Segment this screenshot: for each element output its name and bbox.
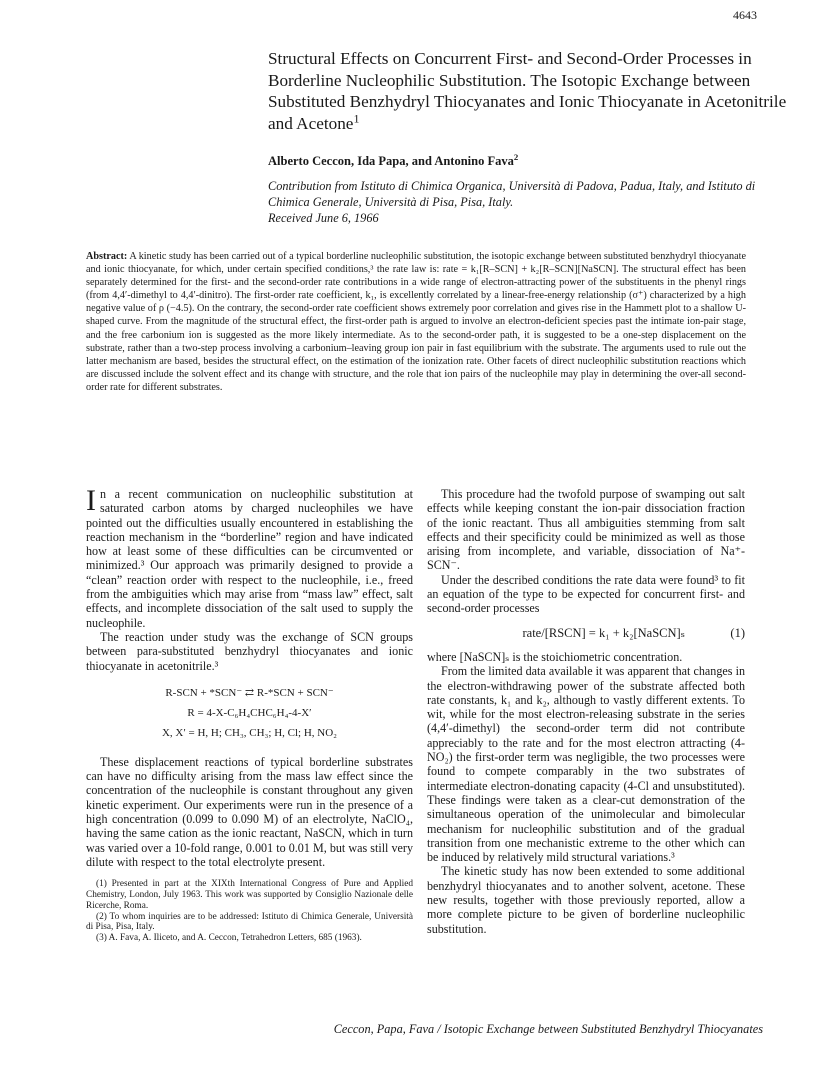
paragraph: where [NaSCN]ₛ is the stoichiometric concentration. [427, 649, 683, 664]
paragraph: From the limited data available it was apparent that changes in the electron-withdrawing power of the substrate affected both rate constants, k₁ and k₂, although to vastly different extents. To wit, while for the most electron-releasing substrate in the series (4,4′-dimethyl) the second-order term did not contribute appreciably to the rate and for the most electron attracting (4-NO₂) the first-order term was negligible, the two processes were found to compete comparably in the two substrates of intermediate electron-donating capacity (4-Cl and unsubstituted). These findings were taken as a clear-cut demonstration of the simultaneous operation of the unimolecular and bimolecular mechanism for nucleophilic substitution and of the gradual transition from one mechanistic extreme to the other which can be induced by relatively mild structural variations.³ [427, 664, 745, 865]
footnote: (3) A. Fava, A. Iliceto, and A. Ceccon, Tetrahedron Letters, 685 (1963). [96, 933, 362, 944]
right-column [427, 487, 745, 936]
equation-1 [427, 626, 745, 640]
equation-body: rate/[RSCN] = k₁ + k₂[NaSCN]ₛ [522, 625, 685, 640]
paragraph: These displacement reactions of typical borderline substrates can have no difficulty arising from the mass law effect since the concentration of the nucleophile is constant throughout any given kinetic experiment. Our experiments were run in the presence of a high concentration (0.099 to 0.090 M) of an electrolyte, NaClO₄, having the same cation as the ionic reactant, NaSCN, which in turn was varied over a 10-fold range, 0.001 to 0.01 M, but was still very dilute with respect to the total electrolyte present. [86, 754, 413, 869]
running-footer: Ceccon, Papa, Fava / Isotopic Exchange between Substituted Benzhydryl Thiocyanates [333, 1022, 763, 1036]
paragraph-text: n a recent communication on nucleophilic substitution at saturated carbon atoms by charged nucleophiles we have pointed out the difficulties usually encountered in establishing the reaction mechanism in the “borderline” region and have indicated how at least some of these difficulties can be circumvented or minimized.³ Our approach was primarily designed to provide a “clean” reaction order with respect to the nucleophile, i.e., freed from the ambiguities which may arise from “mass law” effect, salt effects, and incomplete dissociation of the salt used to supply the nucleophile. [86, 487, 413, 630]
paragraph: Under the described conditions the rate data were found³ to fit an equation of the type to be expected for concurrent first- and second-order processes [427, 572, 745, 616]
left-column [86, 484, 413, 944]
footnotes [86, 879, 413, 944]
title-text: Structural Effects on Concurrent First- and Second-Order Processes in Borderline Nucleophilic Substitution. The Isotopic Exchange between Substituted Benzhydryl Thiocyanates and Ionic Thiocyanate in Acetonitrile and Acetone [268, 49, 787, 133]
substituent-list: X, X′ = H, H; CH₃, CH₃; H, Cl; H, NO₂ [161, 726, 338, 739]
paragraph: This procedure had the twofold purpose of swamping out salt effects while keeping constant the ion-pair dissociation fraction of the ionic reactant. Thus all ambiguities stemming from salt effects and their specificity could be minimized as well as those arising from incomplete, and variable, dissociation of Na⁺-SCN⁻. [427, 487, 745, 573]
affiliation: Contribution from Istituto di Chimica Organica, Università di Padova, Padua, Italy, and Istituto di Chimica Generale, Università di Pisa, Pisa, Italy. [268, 179, 756, 209]
page-number: 4643 [733, 8, 757, 22]
article-title [268, 48, 788, 134]
abstract [86, 250, 746, 394]
received-date: Received June 6, 1966 [268, 211, 379, 225]
paragraph: The kinetic study has now been extended to some additional benzhydryl thiocyanates and to another solvent, acetone. These new results, together with those previously reported, allow a more complete picture to be given of borderline nucleophilic substitution. [427, 864, 745, 936]
footnote: (1) Presented in part at the XIXth International Congress of Pure and Applied Chemistry, London, July 1963. This work was supported by Consiglio Nazionale delle Ricerche, Roma. [86, 879, 413, 911]
paragraph: The reaction under study was the exchange of SCN groups between para-substituted benzhydryl thiocyanates and ionic thiocyanate in acetonitrile.³ [86, 629, 413, 673]
title-footnote-mark: 1 [353, 111, 360, 126]
substituent-definition: R = 4-X-C₆H₄CHC₆H₄-4-X′ [187, 706, 312, 719]
reaction-scheme [86, 683, 413, 743]
abstract-text: A kinetic study has been carried out of a typical borderline nucleophilic substitution, the isotopic exchange between substituted benzhydryl thiocyanate and ionic thiocyanate, for which, under certain specified conditions,³ the rate law is: rate = k₁[R–SCN] + k₂[R–SCN][NaSCN]. The structural effect has been separately determined for the first- and the second-order rate contributions in a wide range of electron-attracting power of the substituents in the phenyl rings (from 4,4′-dimethyl to 4,4′-dinitro). The first-order rate coefficient, k₁, is excellently correlated by a linear-free-energy relationship (σ⁺) characterized by a high negative value of ρ (−4.5). On the contrary, the second-order rate coefficient shows extremely poor correlation and gives rise in the Hammett plot to a shallow U-shaped curve. From the magnitude of the structural effect, the first-order path is argued to involve an electron-deficient species past the intimate ion-pair stage, and the free carbonium ion is suggested as the more likely intermediate. As to the second-order path, it is suggested to be a one-step displacement on the substrate, rather than a two-step process involving a carbonium–leaving group ion pair in fast equilibrium with the substrate. The arguments used to rule out the latter mechanism are based, besides the structural effect, on the estimation of the ionization rate. Other facets of direct nucleophilic substitution reactions which are discussed include the solvent effect and its change with structure, and the role that ion pairs of the nucleophile may play in determining the over-all second-order rate for different substrates. [86, 251, 747, 393]
reaction-equation: R-SCN + *SCN⁻ ⇄ R-*SCN + SCN⁻ [165, 686, 334, 699]
affiliation-block [268, 178, 768, 226]
paragraph [86, 484, 413, 630]
drop-cap: I [86, 484, 96, 517]
footnote: (2) To whom inquiries are to be addressed: Istituto di Chimica Generale, Università di Pisa, Pisa, Italy. [86, 911, 413, 933]
authors-text: Alberto Ceccon, Ida Papa, and Antonino Fava [268, 154, 514, 168]
authors [268, 151, 519, 169]
equation-number: (1) [730, 625, 745, 640]
abstract-label: Abstract: [86, 251, 128, 262]
authors-footnote-mark: 2 [513, 151, 519, 162]
